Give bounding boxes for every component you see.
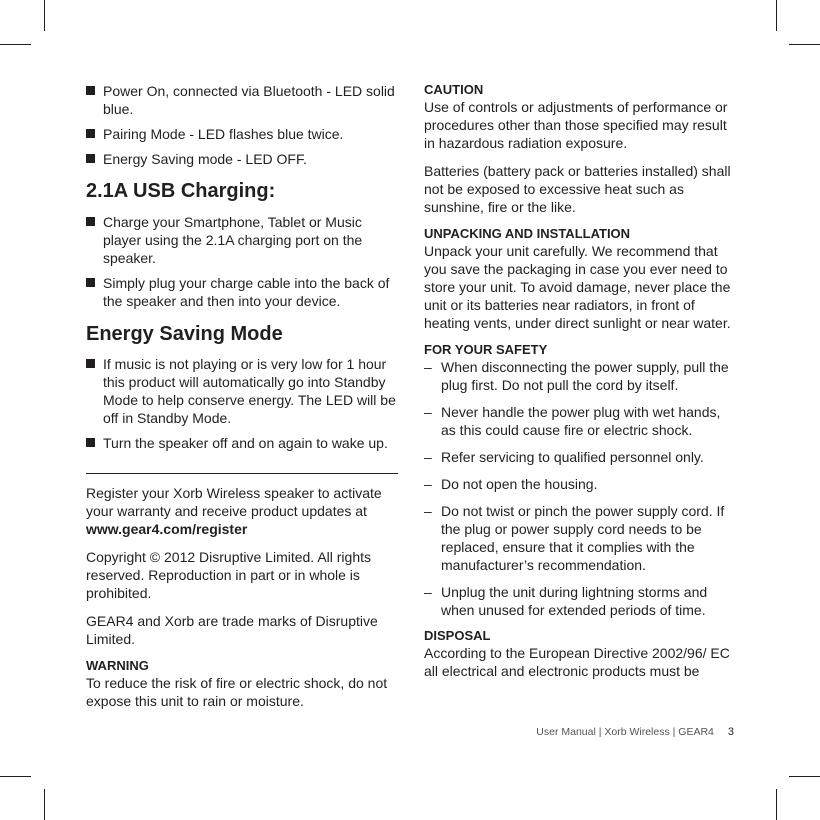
crop-mark-tl-h <box>0 44 31 45</box>
dash-bullet: – <box>424 503 432 519</box>
square-bullet-icon <box>86 129 95 138</box>
warning-label: WARNING <box>86 658 149 673</box>
crop-mark-br-h <box>789 776 820 777</box>
right-column <box>424 82 736 680</box>
left-column <box>86 82 398 710</box>
dash-bullet: – <box>424 449 432 465</box>
list-item: – Do not open the housing. <box>424 476 598 492</box>
caution-label: CAUTION <box>424 82 484 97</box>
list-item: Charge your Smartphone, Tablet or Music player using the 2.1A charging port on the speaker. <box>86 213 398 267</box>
list-item: – Refer servicing to qualified personnel only. <box>424 449 704 465</box>
list-item: Pairing Mode - LED flashes blue twice. <box>86 125 398 143</box>
energy-saving-list <box>86 355 398 452</box>
disposal-text: According to the European Directive 2002/96/ EC all electrical and electronic products must be <box>424 645 730 679</box>
unpacking-text: Unpack your unit carefully. We recommend that you save the packaging in case you ever need to store your unit. To avoid damage, never place the unit or its batteries near radiators, in front of heating vents, under direct sunlight or near water. <box>424 243 731 331</box>
safety-label: FOR YOUR SAFETY <box>424 342 548 357</box>
square-bullet-icon <box>86 217 95 226</box>
safety-list <box>424 358 736 619</box>
register-url: www.gear4.com/register <box>86 521 248 537</box>
usb-charging-list <box>86 213 398 310</box>
crop-mark-bl-h <box>0 776 31 777</box>
dash-bullet: – <box>424 476 432 492</box>
running-title: User Manual | Xorb Wireless | GEAR4 <box>536 726 714 738</box>
usb-charging-heading: 2.1A USB Charging: <box>86 180 276 202</box>
crop-mark-br-v <box>776 789 777 820</box>
dash-bullet: – <box>424 404 432 420</box>
page-number: 3 <box>727 726 734 738</box>
list-item: If music is not playing or is very low for 1 hour this product will automatically go into Standby Mode to help conserve energy. The LED will be off in Standby Mode. <box>86 355 398 427</box>
register-paragraph <box>86 484 398 538</box>
trademark-text: GEAR4 and Xorb are trade marks of Disruptive Limited. <box>86 613 378 647</box>
list-item: – Never handle the power plug with wet hands, as this could cause fire or electric shock. <box>424 404 721 438</box>
dash-bullet: – <box>424 359 432 375</box>
batteries-text: Batteries (battery pack or batteries installed) shall not be exposed to excessive heat such as sunshine, fire or the like. <box>424 163 731 215</box>
power-status-list <box>86 82 398 168</box>
square-bullet-icon <box>86 438 95 447</box>
warning-text: To reduce the risk of fire or electric shock, do not expose this unit to rain or moisture. <box>86 675 388 709</box>
section-divider <box>86 473 398 474</box>
list-item: – Unplug the unit during lightning storms and when unused for extended periods of time. <box>424 584 708 618</box>
list-item: Simply plug your charge cable into the back of the speaker and then into your device. <box>86 274 398 310</box>
crop-mark-bl-v <box>44 789 45 820</box>
list-item: Energy Saving mode - LED OFF. <box>86 150 398 168</box>
list-item: Turn the speaker off and on again to wake up. <box>86 434 398 452</box>
crop-mark-tl-v <box>44 0 45 31</box>
copyright-text: Copyright © 2012 Disruptive Limited. All rights reserved. Reproduction in part or in whole is prohibited. <box>86 549 371 601</box>
crop-mark-tr-v <box>776 0 777 31</box>
list-item: – When disconnecting the power supply, pull the plug first. Do not pull the cord by itself. <box>424 359 729 393</box>
square-bullet-icon <box>86 154 95 163</box>
page-footer <box>430 726 734 738</box>
square-bullet-icon <box>86 359 95 368</box>
register-text: Register your Xorb Wireless speaker to activate your warranty and receive product updates at <box>86 485 382 519</box>
list-item: – Do not twist or pinch the power supply cord. If the plug or power supply cord needs to be replaced, ensure that it complies with the manufacturer’s recommendation. <box>424 503 725 573</box>
square-bullet-icon <box>86 278 95 287</box>
energy-saving-heading: Energy Saving Mode <box>86 323 283 345</box>
list-item: Power On, connected via Bluetooth - LED solid blue. <box>86 82 398 118</box>
dash-bullet: – <box>424 584 432 600</box>
crop-mark-tr-h <box>789 44 820 45</box>
unpacking-label: UNPACKING AND INSTALLATION <box>424 226 631 241</box>
caution-text: Use of controls or adjustments of performance or procedures other than those specified may result in hazardous radiation exposure. <box>424 99 728 151</box>
disposal-label: DISPOSAL <box>424 628 491 643</box>
square-bullet-icon <box>86 86 95 95</box>
